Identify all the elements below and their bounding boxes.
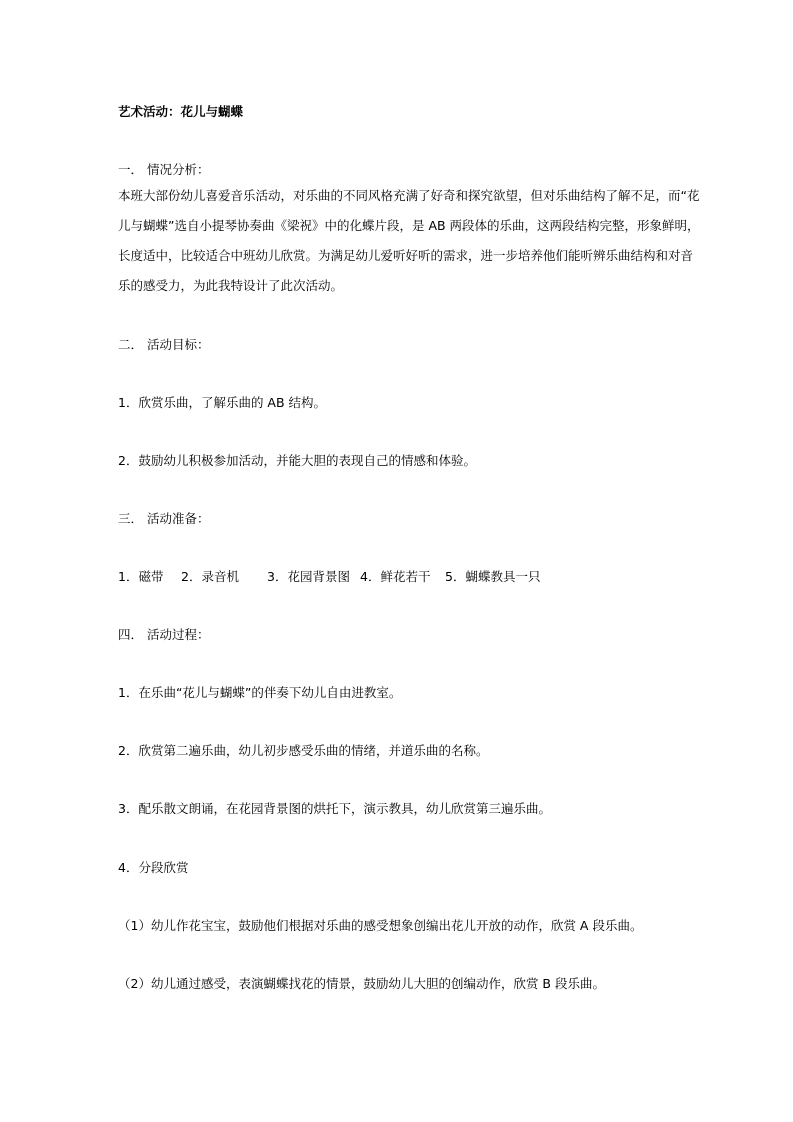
section-heading-preparation: 三． 活动准备： [118, 511, 210, 526]
process-item-2: 2．欣赏第二遍乐曲，幼儿初步感受乐曲的情绪，并道乐曲的名称。 [118, 743, 489, 758]
process-item-1: 1．在乐曲“花儿与蝴蝶”的伴奏下幼儿自由进教室。 [118, 685, 402, 700]
process-subitem-1: （1）幼儿作花宝宝，鼓励他们根据对乐曲的感受想象创编出花儿开放的动作，欣赏 A 段乐曲。 [118, 918, 643, 933]
analysis-paragraph-line-4: 乐的感受力，为此我特设计了此次活动。 [118, 278, 344, 293]
analysis-paragraph-line-1: 本班大部份幼儿喜爱音乐活动，对乐曲的不同风格充满了好奇和探究欲望，但对乐曲结构了解不足，而“花 [118, 188, 700, 203]
goal-item-2: 2．鼓励幼儿积极参加活动，并能大胆的表现自己的情感和体验。 [118, 453, 476, 468]
goal-item-1: 1．欣赏乐曲，了解乐曲的 AB 结构。 [118, 395, 327, 410]
preparation-item-2: 2．录音机 [181, 569, 239, 584]
section-heading-goals: 二． 活动目标： [118, 337, 210, 352]
preparation-item-4: 4．鲜花若干 [360, 569, 431, 584]
section-heading-analysis: 一． 情况分析： [118, 162, 210, 177]
preparation-item-3: 3．花园背景图 [267, 569, 350, 584]
process-subitem-2: （2）幼儿通过感受，表演蝴蝶找花的情景，鼓励幼儿大胆的创编动作，欣赏 B 段乐曲。 [118, 976, 605, 991]
process-item-4: 4．分段欣赏 [118, 860, 189, 875]
analysis-paragraph-line-2: 儿与蝴蝶”选自小提琴协奏曲《梁祝》中的化蝶片段，是 AB 两段体的乐曲，这两段结构完整，形象鲜明， [118, 218, 700, 233]
section-heading-process: 四． 活动过程： [118, 627, 210, 642]
process-item-3: 3．配乐散文朗诵，在花园背景图的烘托下，演示教具，幼儿欣赏第三遍乐曲。 [118, 801, 551, 816]
document-title: 艺术活动：花儿与蝴蝶 [118, 104, 244, 119]
preparation-list [118, 569, 540, 585]
analysis-paragraph-line-3: 长度适中，比较适合中班幼儿欣赏。为满足幼儿爱听好听的需求，进一步培养他们能听辨乐曲结构和对音 [118, 248, 694, 263]
preparation-item-1: 1．磁带 [118, 569, 164, 584]
preparation-item-5: 5．蝴蝶教具一只 [445, 569, 541, 584]
